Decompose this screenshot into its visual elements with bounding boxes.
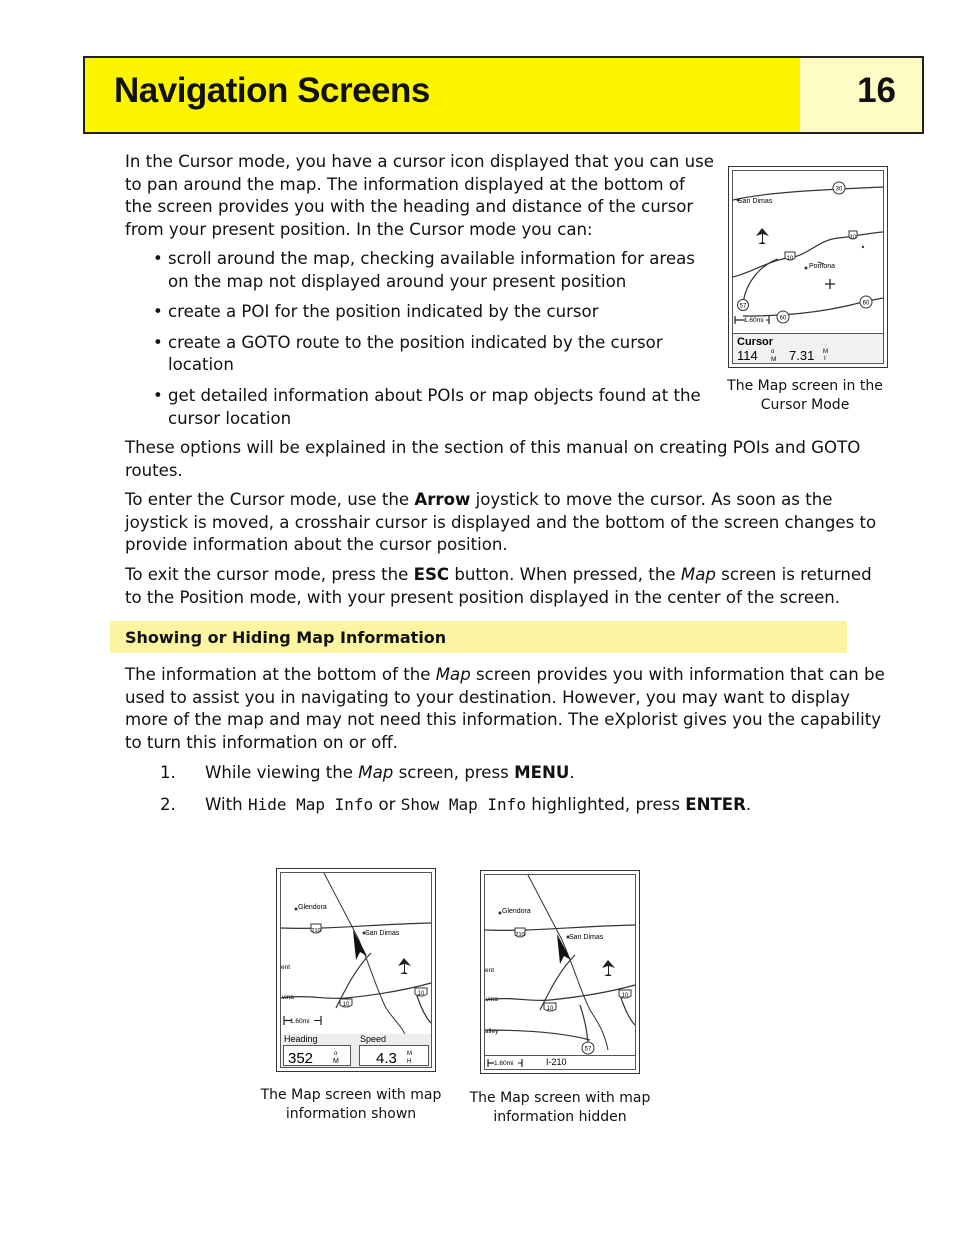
step-2: [160, 794, 860, 817]
unit-label: M: [407, 1051, 412, 1057]
text-run: highlighted, press: [525, 795, 686, 814]
bullet-dot: •: [153, 332, 163, 352]
city-label: Glendora: [298, 904, 327, 911]
hide-map-info-option: Hide Map Info: [247, 795, 374, 814]
caption-line: information hidden: [493, 1109, 627, 1125]
text-run: screen provides you with information that can be used to assist you in navigating to your destination. However, you may want to display more of the map and may not need this information. The eXplorist gives you the capability to turn this information on or off.: [125, 665, 885, 752]
scale-label: 1.60mi: [290, 1018, 310, 1025]
page-title: Navigation Screens: [114, 71, 430, 110]
step-number: 2.: [160, 795, 176, 814]
screen-inner-frame: [485, 875, 636, 1070]
list-item: [153, 248, 713, 293]
text-run: With: [205, 795, 248, 814]
unit-label: M: [333, 1058, 339, 1065]
map-screen-name: Map: [435, 665, 471, 684]
cursor-info-title: Cursor: [737, 336, 774, 348]
text-run: screen is returned to the Position mode, with your present position displayed in the center of the screen.: [125, 565, 872, 607]
step-number: 1.: [160, 763, 176, 782]
enter-cursor-paragraph: [125, 489, 885, 557]
city-label: San Dimas: [365, 930, 400, 937]
menu-key-label: MENU: [514, 763, 570, 782]
page-header: [83, 56, 924, 134]
map-info-hidden-screen: [480, 870, 640, 1074]
route-label: 10: [786, 256, 794, 262]
bullet-text: create a GOTO route to the position indicated by the cursor location: [168, 332, 663, 375]
unit-label: M: [771, 356, 777, 363]
unit-label: I: [824, 356, 826, 362]
cursor-heading-value: 114: [737, 348, 758, 363]
show-map-info-option: Show Map Info: [400, 795, 526, 814]
text-run: screen, press: [393, 763, 515, 782]
route-label: 10: [849, 235, 857, 241]
list-item: [153, 301, 713, 324]
text-run: To enter the Cursor mode, use the: [125, 490, 415, 509]
city-label: Glendora: [502, 908, 531, 915]
bullet-text: get detailed information about POIs or map objects found at the cursor location: [168, 385, 701, 428]
caption-line: The Map screen with map: [260, 1087, 442, 1103]
city-dot: [805, 267, 808, 270]
text-run: or: [373, 795, 401, 814]
section-title: Showing or Hiding Map Information: [125, 628, 447, 647]
unit-label: M: [823, 349, 828, 355]
map-screen-name: Map: [680, 565, 716, 584]
bullet-dot: •: [153, 385, 163, 405]
section-paragraph: [125, 664, 890, 754]
place-label: ent: [281, 964, 291, 971]
place-label: vina: [282, 994, 294, 1001]
route-label: 10: [417, 991, 425, 997]
place-label: ent: [485, 967, 495, 974]
bullet-list: [153, 248, 713, 430]
section-header: [110, 621, 847, 653]
caption-line: The Map screen with map: [469, 1090, 651, 1106]
speed-label: Speed: [360, 1034, 387, 1044]
route-label: 10: [546, 1006, 554, 1012]
heading-label: Heading: [284, 1034, 318, 1044]
city-label: San Dimas: [738, 198, 773, 205]
intro-paragraph: In the Cursor mode, you have a cursor icon displayed that you can use to pan around the map. The information displayed at the bottom of the screen provides you with the heading and distance of the cursor from your present position. In the Cursor mode you can:: [125, 152, 714, 239]
unit-label: o: [334, 1051, 338, 1057]
bullet-dot: •: [153, 249, 163, 268]
route-label: 10: [621, 993, 629, 999]
unit-label: o: [771, 349, 775, 355]
list-item: [153, 385, 713, 430]
text-run: While viewing the: [205, 763, 359, 782]
map-info-shown-screen: [276, 868, 436, 1072]
text-run: .: [745, 795, 752, 814]
cursor-distance-value: 7.31: [789, 348, 815, 363]
cursor-mode-map-screen: [728, 166, 888, 368]
caption-line: information shown: [285, 1106, 417, 1122]
heading-value: 352: [288, 1050, 314, 1067]
arrow-key-label: Arrow: [414, 490, 471, 509]
text-run: .: [569, 763, 575, 782]
map-screen-name: Map: [358, 763, 394, 782]
caption-line: The Map screen in the: [727, 378, 883, 394]
bullet-text: scroll around the map, checking available information for areas on the map not displayed around your present position: [168, 249, 695, 291]
route-label: 10: [342, 1002, 350, 1008]
route-label: 57: [584, 1046, 592, 1053]
options-paragraph: These options will be explained in the section of this manual on creating POIs and GOTO routes.: [125, 438, 861, 480]
bullet-dot: •: [153, 302, 163, 322]
route-label: 60: [779, 315, 787, 322]
text-run: joystick to move the cursor. As soon as the joystick is moved, a crosshair cursor is displayed and the bottom of the screen changes to provide information about the cursor position.: [125, 490, 877, 555]
map-dot: [862, 246, 864, 248]
list-item: [153, 332, 713, 377]
city-label: Pomona: [809, 263, 836, 270]
cursor-figure-caption: [715, 377, 895, 415]
scale-label: 1.60mi: [744, 317, 764, 324]
place-label: alley: [485, 1028, 499, 1035]
text-run: To exit the cursor mode, press the: [125, 565, 414, 584]
route-label: 30: [835, 186, 843, 193]
exit-cursor-paragraph: [125, 564, 885, 609]
place-label: vina: [486, 996, 498, 1003]
route-label: 210: [311, 928, 321, 934]
bullet-text: create a POI for the position indicated by the cursor: [168, 302, 599, 322]
speed-value: 4.3: [376, 1050, 397, 1067]
current-road-label: I-210: [546, 1057, 567, 1067]
enter-key-label: ENTER: [685, 795, 746, 814]
route-label: 57: [739, 303, 747, 310]
city-label: San Dimas: [569, 934, 604, 941]
route-label: 210: [515, 932, 525, 938]
unit-label: H: [407, 1059, 412, 1065]
page-number: 16: [857, 71, 896, 110]
esc-key-label: ESC: [413, 565, 450, 584]
step-1: [160, 762, 860, 785]
caption-line: Cursor Mode: [760, 397, 850, 413]
text-run: The information at the bottom of the: [125, 665, 436, 684]
text-run: button. When pressed, the: [449, 565, 681, 584]
shown-figure-caption: [256, 1086, 446, 1124]
hidden-figure-caption: [465, 1089, 655, 1127]
scale-label: 1.60mi: [494, 1060, 514, 1067]
route-label: 60: [862, 300, 870, 307]
